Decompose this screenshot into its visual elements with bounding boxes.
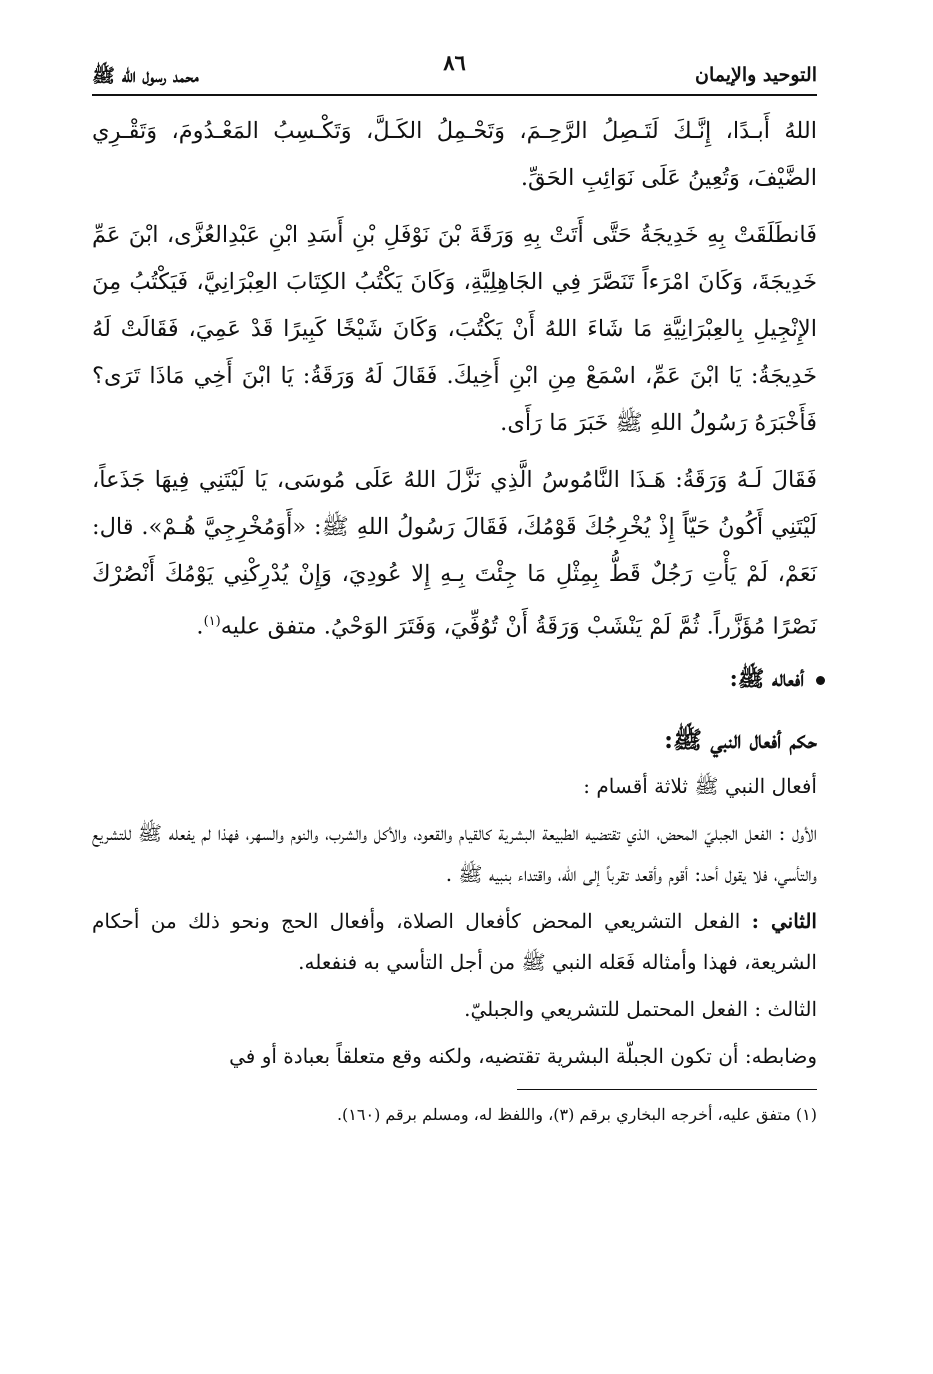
book-title: التوحيد والإيمان (695, 64, 817, 86)
intro-line: أفعال النبي ﷺ ثلاثة أقسام : (583, 773, 817, 798)
page-header (92, 44, 817, 96)
division-first (92, 813, 817, 895)
division-second-text: الفعل التشريعي المحض كأفعال الصلاة، وأفعال الحج ونحو ذلك من أحكام الشريعة، فهذا وأمثاله فَعَله النبي ﷺ من أجل التأسي به فنفعله. (92, 908, 817, 974)
subheading: حكم أفعال النبي ﷺ: (664, 724, 817, 754)
section-heading-text: أفعاله ﷺ: (729, 665, 804, 692)
division-second-lead: الثاني : (751, 908, 817, 933)
division-second (92, 901, 817, 983)
division-rule-text: أن تكون الجبلّة البشرية تقتضيه، ولكنه وقع متعلقاً بعبادة أو في (229, 1043, 745, 1068)
footnote-separator (517, 1089, 817, 1090)
paragraph-3-text: فَقَالَ لَـهُ وَرَقَةُ: هَـذَا النَّامُوسُ الَّذِي نَزَّلَ اللهُ عَلَى مُوسَى، يَا لَيْتَنِي فِيهَا جَذَعاً، لَيْتَنِي أَكُونُ حَيّاً إِذْ يُخْرِجُكَ قَوْمُكَ، فَقَالَ رَسُولُ اللهِ ﷺ: «أَوَمُخْرِجِيَّ هُـمْ». قال: نَعَمْ، لَمْ يَأْتِ رَجُلٌ قَطُّ بِمِثْلِ مَا جِئْتَ بِـهِ إِلا عُودِيَ، وَإِنْ يُدْرِكْنِي يَوْمُكَ أَنْصُرْكَ نَصْرًا مُؤَزَّراً. ثُمَّ لَمْ يَنْشَبْ وَرَقَةُ أَنْ تُوُفِّيَ، وَفَتَرَ الوَحْيُ. متفق عليه (92, 467, 817, 640)
page-number: ٨٦ (443, 50, 466, 75)
page (92, 44, 817, 1344)
division-rule (92, 1036, 817, 1077)
division-first-lead: الأول : (778, 820, 817, 845)
division-third (92, 989, 817, 1030)
paragraph-2: فَانطَلَقَتْ بِهِ خَدِيجَةُ حَتَّى أَتَتْ بِهِ وَرَقَةَ بْنَ نَوْفَلِ بْنِ أَسَدِ ابْنِ عَبْدِالعُزَّى، ابْنَ عَمِّ خَدِيجَةَ، وَكَانَ امْرَءاً تَنَصَّرَ فِي الجَاهِلِيَّةِ، وَكَانَ يَكْتُبُ الكِتَابَ العِبْرَانِيَّ، فَيَكْتُبُ مِنَ الإِنْجِيلِ بِالعِبْرَانِيَّةِ مَا شَاءَ اللهُ أَنْ يَكْتُبَ، وَكَانَ شَيْخًا كَبِيرًا قَدْ عَمِيَ، فَقَالَتْ لَهُ خَدِيجَةُ: يَا ابْنَ عَمِّ، اسْمَعْ مِنِ ابْنِ أَخِيكَ. فَقَالَ لَهُ وَرَقَةُ: يَا ابْنَ أَخِي مَاذَا تَرَى؟ فَأَخْبَرَهُ رَسُولُ اللهِ ﷺ خَبَرَ مَا رَأَى. (92, 222, 817, 436)
footnote-marker: (١) (203, 614, 221, 629)
division-rule-lead: وضابطه: (744, 1043, 817, 1068)
chapter-title: محمد رسول الله ﷺ (92, 65, 199, 87)
bullet-icon (816, 676, 825, 685)
division-first-text: الفعل الجبليّ المحض، الذي تقتضيه الطبيعة البشرية كالقيام والقعود، والأكل والشرب، والنوم والسهر، فهذا لم يفعله ﷺ للتشريع والتأسي، فلا يقول أحد: أقوم وأقعد تقرباً إلى الله، واقتداء بنبيه ﷺ . (92, 820, 817, 886)
paragraph-1: اللهُ أَبـدًا، إِنَّـكَ لَتَـصِلُ الرَّحِـمَ، وَتَحْـمِلُ الكَـلَّ، وَتَكْـسِبُ المَعْـدُومَ، وَتَقْـرِي الضَّيْفَ، وَتُعِينُ عَلَى نَوَائِبِ الحَقِّ. (92, 118, 817, 191)
division-third-lead: الثالث : (754, 996, 817, 1021)
section-heading (92, 665, 817, 697)
footnote: (١) متفق عليه، أخرجه البخاري برقم (٣)، واللفظ له، ومسلم برقم (١٦٠). (336, 1104, 817, 1124)
page-content (92, 108, 817, 1128)
division-third-text: الفعل المحتمل للتشريعي والجبليّ. (464, 996, 755, 1021)
paragraph-3: فَقَالَ لَـهُ وَرَقَةُ: هَـذَا النَّامُوسُ الَّذِي نَزَّلَ اللهُ عَلَى مُوسَى، يَا لَيْتَنِي فِيهَا جَذَعاً، لَيْتَنِي أَكُونُ حَيّاً إِذْ يُخْرِجُكَ قَوْمُكَ، فَقَالَ رَسُولُ اللهِ ﷺ: «أَوَمُخْرِجِيَّ هُـمْ». قال: نَعَمْ، لَمْ يَأْتِ رَجُلٌ قَطُّ بِمِثْلِ مَا جِئْتَ بِـهِ إِلا عُودِيَ، وَإِنْ يُدْرِكْنِي يَوْمُكَ أَنْصُرْكَ نَصْرًا مُؤَزَّراً. ثُمَّ لَمْ يَنْشَبْ وَرَقَةُ أَنْ تُوُفِّيَ، وَفَتَرَ الوَحْيُ. متفق عليه$^{(١)}$. (92, 467, 817, 640)
